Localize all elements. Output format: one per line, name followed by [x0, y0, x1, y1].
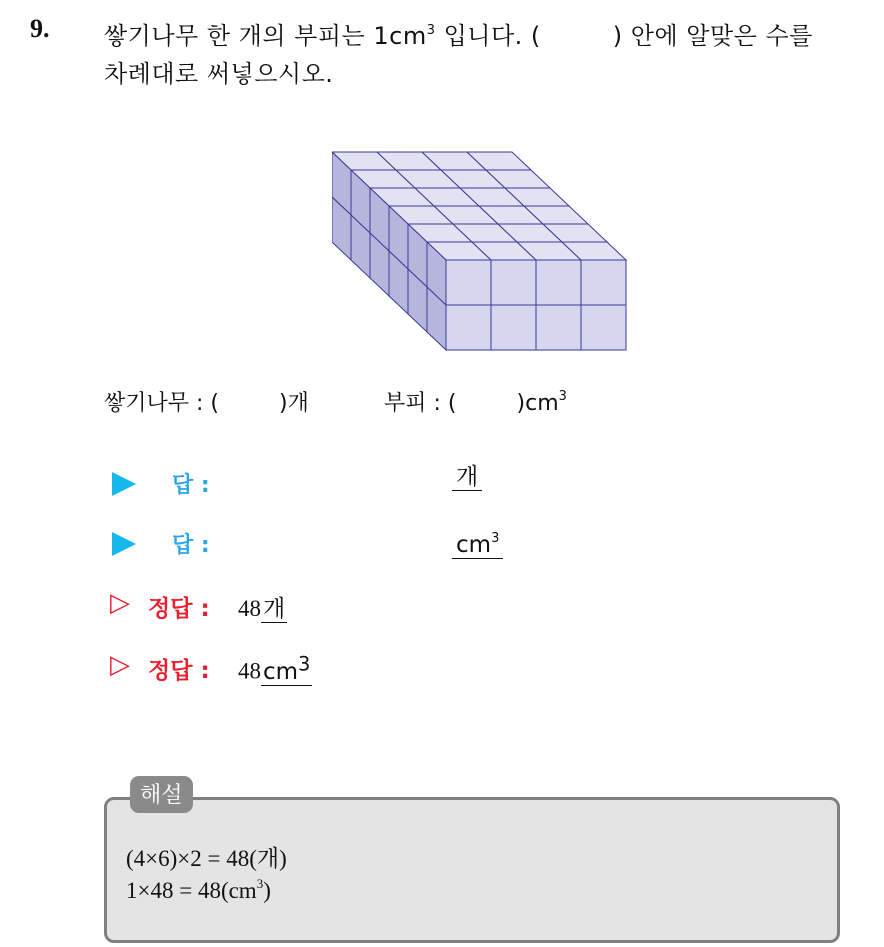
- cube-front-face: [536, 305, 581, 350]
- cube-front-face: [581, 260, 626, 305]
- cube-front-face: [446, 305, 491, 350]
- cube-front-face: [536, 260, 581, 305]
- answer-input-blocks[interactable]: 개: [452, 464, 482, 490]
- answer-arrow-icon: [112, 472, 136, 496]
- volume-label: 부피 : ( )$cm^3$: [384, 389, 567, 416]
- question-text-line-2: 차례대로 써넣으시오.: [104, 60, 334, 88]
- correct-answer-volume: $48cm^3$: [238, 652, 311, 685]
- cube-front-face: [581, 305, 626, 350]
- correct-label: 정답 :: [148, 658, 210, 684]
- question-number: 9.: [30, 14, 50, 43]
- cube-stack-figure: [332, 148, 632, 358]
- answer-arrow-icon: [112, 532, 136, 556]
- question-text-line-1: 쌓기나무 한 개의 부피는 $1cm^3$ 입니다. ( ) 안에 알맞은 수를: [104, 22, 813, 50]
- correct-triangle-icon: ▷: [110, 650, 130, 680]
- answer-input-volume[interactable]: $cm^3$: [452, 526, 503, 558]
- cube-front-face: [446, 260, 491, 305]
- explanation-line-2: $1\times 48 = 48(cm^3)$: [126, 876, 271, 903]
- correct-triangle-icon: ▷: [110, 588, 130, 618]
- blocks-count-label: 쌓기나무 : ( )개: [104, 391, 309, 416]
- answer-label: 답 :: [172, 533, 210, 558]
- correct-label: 정답 :: [148, 596, 210, 622]
- cube-front-face: [491, 260, 536, 305]
- explanation-line-1: (4×6)×2 = 48(개): [126, 846, 287, 871]
- answer-label: 답 :: [172, 473, 210, 498]
- cube-front-face: [491, 305, 536, 350]
- explanation-tag: 해설: [130, 776, 193, 813]
- correct-answer-blocks: 48개: [238, 596, 286, 622]
